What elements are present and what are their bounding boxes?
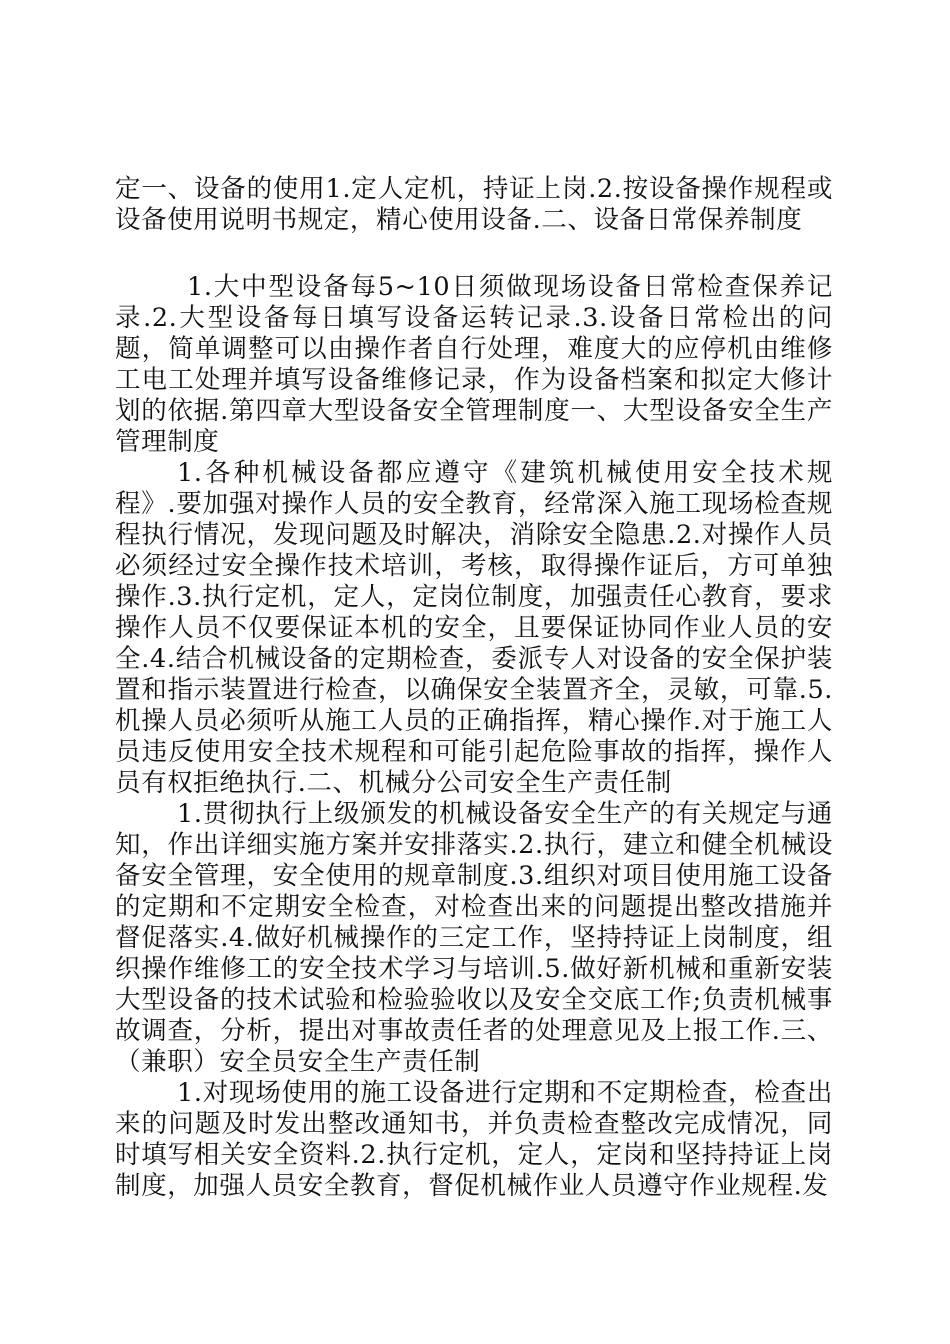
paragraph-daily-maintenance: 1.大中型设备每5~10日须做现场设备日常检查保养记录.2.大型设备每日填写设备运转记录.3.设备日常检出的问题，简单调整可以由操作者自行处理，难度大的应停机由维修工电工处理并填写设备维修记录，作为设备档案和拟定大修计划的依据.第四章大型设备安全管理制度一、大型设备安全生产管理制度 <box>115 272 833 457</box>
paragraph-safety-officer: 1.对现场使用的施工设备进行定期和不定期检查，检查出来的问题及时发出整改通知书，并负责检查整改完成情况，同时填写相关安全资料.2.执行定机，定人，定岗和坚持持证上岗制度，加强人员安全教育，督促机械作业人员遵守作业规程.发 <box>115 1078 833 1201</box>
paragraph-equipment-use: 定一、设备的使用1.定人定机，持证上岗.2.按设备操作规程或设备使用说明书规定，精心使用设备.二、设备日常保养制度 <box>115 174 833 235</box>
document-body <box>115 174 833 1202</box>
paragraph-large-equipment-safety: 1.各种机械设备都应遵守《建筑机械使用安全技术规程》.要加强对操作人员的安全教育，经常深入施工现场检查规程执行情况，发现问题及时解决，消除安全隐患.2.对操作人员必须经过安全操作技术培训，考核，取得操作证后，方可单独操作.3.执行定机，定人，定岗位制度，加强责任心教育，要求操作人员不仅要保证本机的安全，且要保证协同作业人员的安全.4.结合机械设备的定期检查，委派专人对设备的安全保护装置和指示装置进行检查，以确保安全装置齐全，灵敏，可靠.5.机操人员必须听从施工人员的正确指挥，精心操作.对于施工人员违反使用安全技术规程和可能引起危险事故的指挥，操作人员有权拒绝执行.二、机械分公司安全生产责任制 <box>115 458 833 798</box>
paragraph-branch-responsibility: 1.贯彻执行上级颁发的机械设备安全生产的有关规定与通知，作出详细实施方案并安排落实.2.执行，建立和健全机械设备安全管理，安全使用的规章制度.3.组织对项目使用施工设备的定期和不定期安全检查，对检查出来的问题提出整改措施并督促落实.4.做好机械操作的三定工作，坚持持证上岗制度，组织操作维修工的安全技术学习与培训.5.做好新机械和重新安装大型设备的技术试验和检验验收以及安全交底工作;负责机械事故调查，分析，提出对事故责任者的处理意见及上报工作.三、（兼职）安全员安全生产责任制 <box>115 799 833 1077</box>
